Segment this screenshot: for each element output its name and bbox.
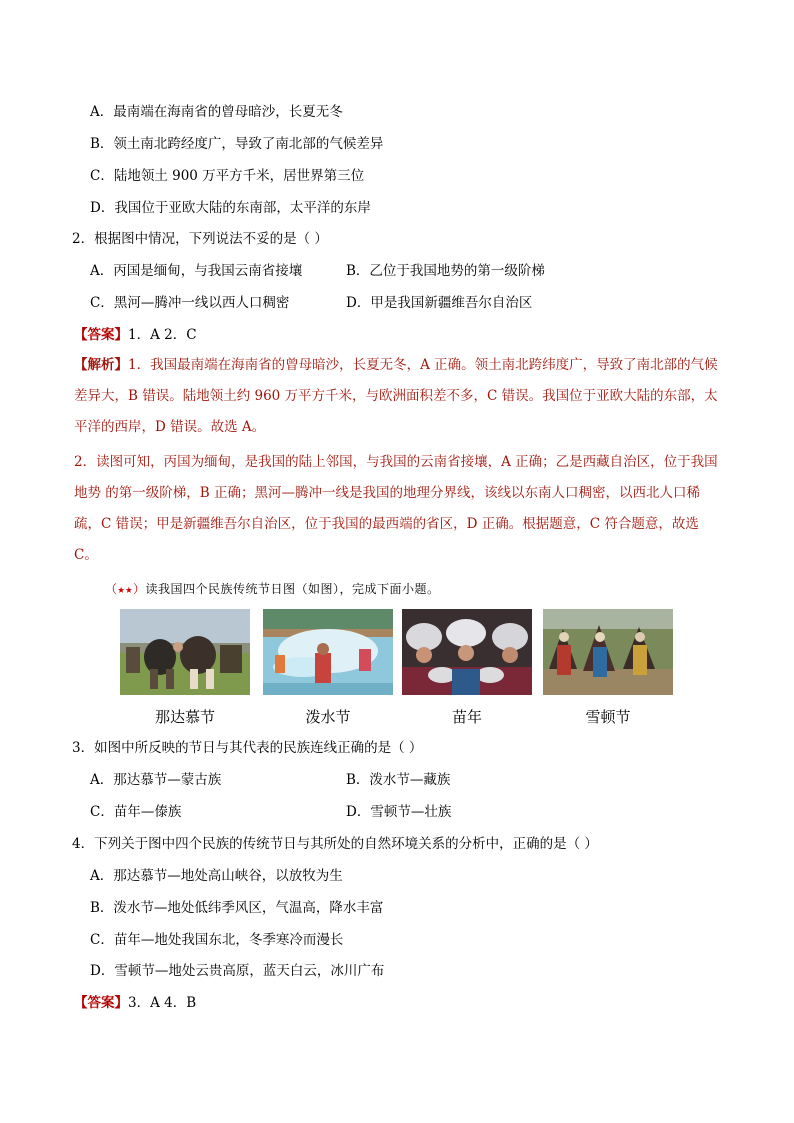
q4-option-d: D．雪顿节—地处云贵高原，蓝天白云，冰川广布 xyxy=(90,963,385,979)
q3-option-c: C．苗年—傣族 xyxy=(90,804,182,820)
q2-option-c: C．黑河—腾冲一线以西人口稠密 xyxy=(90,295,290,311)
q2-option-a: A．丙国是缅甸，与我国云南省接壤 xyxy=(90,263,303,279)
wrestling-photo xyxy=(120,609,250,695)
festival-caption: 泼水节 xyxy=(305,708,351,726)
q3-option-a: A．那达慕节—蒙古族 xyxy=(90,772,222,788)
festival-caption: 雪顿节 xyxy=(585,708,631,726)
q2-option-d: D．甲是我国新疆维吾尔自治区 xyxy=(346,295,533,311)
q3-stem: 3．如图中所反映的节日与其代表的民族连线正确的是（ ） xyxy=(72,740,423,756)
q4-stem: 4．下列关于图中四个民族的传统节日与其所处的自然环境关系的分析中，正确的是（ ） xyxy=(72,836,598,852)
answer-tag: 【答案】 xyxy=(74,995,128,1011)
festival-caption: 苗年 xyxy=(451,708,482,726)
festival-caption: 那达慕节 xyxy=(154,708,215,726)
q4-option-b: B．泼水节—地处低纬季风区，气温高，降水丰富 xyxy=(90,900,384,916)
analysis-paragraph-1: 1．我国最南端在海南省的曾母暗沙，长夏无冬，A 正确。领土南北跨纬度广，导致了南北部的气候差异大，B 错误。陆地领土约 960 万平方千米，与欧洲面积差不多，C 错误。我国位于亚欧大陆的东部，太平洋的西岸，D 错误。故选 A。 xyxy=(74,357,718,435)
q3-option-b: B．泼水节—藏族 xyxy=(346,772,451,788)
q1-option-a: A．最南端在海南省的曾母暗沙，长夏无冬 xyxy=(90,104,343,120)
section-intro xyxy=(105,580,439,598)
q1-option-b: B．领土南北跨经度广，导致了南北部的气候差异 xyxy=(90,136,384,152)
q1-option-d: D．我国位于亚欧大陆的东南部，太平洋的东岸 xyxy=(90,200,371,216)
q4-option-a: A．那达慕节—地处高山峡谷，以放牧为生 xyxy=(90,868,343,884)
answer-value: 3．A 4．B xyxy=(128,995,197,1011)
answer-tag: 【答案】 xyxy=(74,327,128,343)
q3-option-d: D．雪顿节—壮族 xyxy=(346,804,452,820)
q2-option-b: B．乙位于我国地势的第一级阶梯 xyxy=(346,263,545,279)
answer-value: 1．A 2．C xyxy=(128,327,197,343)
miao-silver-headdress-photo xyxy=(402,609,532,695)
q2-stem: 2．根据图中情况，下列说法不妥的是（ ） xyxy=(72,231,328,247)
q1-option-c: C．陆地领土 900 万平方千米，居世界第三位 xyxy=(90,168,365,184)
water-splashing-photo xyxy=(263,609,393,695)
answer-block-1 xyxy=(74,326,197,344)
analysis-block xyxy=(74,350,726,443)
answer-block-2 xyxy=(74,994,196,1012)
difficulty-stars: （★★） xyxy=(105,582,146,596)
analysis-tag: 【解析】 xyxy=(74,357,128,373)
q4-option-c: C．苗年—地处我国东北，冬季寒冷而漫长 xyxy=(90,932,344,948)
analysis-paragraph-2: 2．读图可知，丙国为缅甸，是我国的陆上邻国，与我国的云南省接壤，A 正确；乙是西藏自治区，位于我国地势 的第一级阶梯，B 正确；黑河—腾冲一线是我国的地理分界线，该线以东南人口稠密，以西北人口稀疏，C 错误；甲是新疆维吾尔自治区，位于我国的最西端的省区，D 正确。根据题意，C 符合题意，故选 C。 xyxy=(74,454,718,563)
intro-text: 读我国四个民族传统节日图（如图），完成下面小题。 xyxy=(145,582,440,596)
tibetan-dance-photo xyxy=(543,609,673,695)
